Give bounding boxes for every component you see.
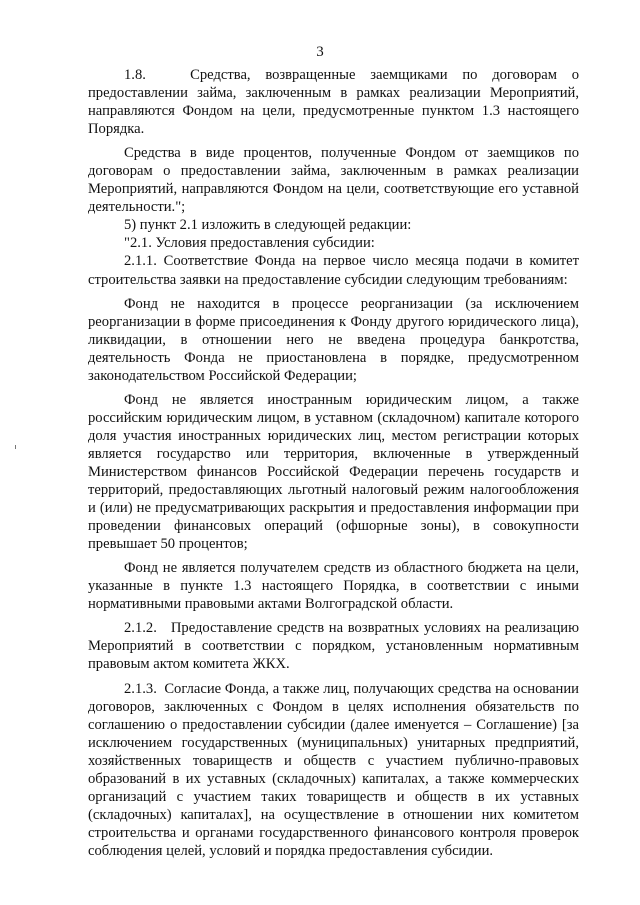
paragraph-2-1-3: 2.1.3. Согласие Фонда, а также лиц, получающих средства на основании договоров, заключенных с Фондом в целях исполнения обязательств по соглашению о предоставлении субсидии (далее именуется – Соглашение) [за исключением государственных (муниципальных) унитарных предприятий, хозяйственных товариществ и обществ с участием публично-правовых образований в их уставных (складочных) капиталах, а также коммерческих организаций с участием таких товариществ и обществ в их уставных (складочных) капиталах], на осуществление в отношении них комитетом строительства и органами государственного финансового контроля проверок соблюдения целей, условий и порядка предоставления субсидии. — [88, 680, 579, 859]
paragraph-2-1-heading: "2.1. Условия предоставления субсидии: — [124, 235, 375, 252]
paragraph-requirement-foreign-entity: Фонд не является иностранным юридическим лицом, а также российским юридическим лицом, в уставном (складочном) капитале которого доля участия иностранных юридических лиц, местом регистрации которых является государство или территория, включенные в утвержденный Министерством финансов Российской Федерации перечень государств и территорий, предоставляющих льготный налоговый режим налогообложения и (или) не предусматривающих раскрытия и предоставления информации при проведении финансовых операций (офшорные зоны), в совокупности превышает 50 процентов; — [88, 391, 579, 553]
paragraph-requirement-reorganization: Фонд не находится в процессе реорганизации (за исключением реорганизации в форме присоединения к Фонду другого юридического лица), ликвидации, в отношении него не введена процедура банкротства, деятельность Фонда не приостановлена в порядке, предусмотренном законодательством Российской Федерации; — [88, 295, 579, 384]
paragraph-interest-funds: Средства в виде процентов, полученные Фондом от заемщиков по договорам о предоставлении займа, заключенным в рамках реализации Мероприятий, направляются Фондом на цели, соответствующие его уставной деятельности."; — [88, 145, 579, 216]
paragraph-2-1-2: 2.1.2. Предоставление средств на возвратных условиях на реализацию Мероприятий в соответствии с порядком, установленным нормативным правовым актом комитета ЖКХ. — [88, 620, 579, 673]
paragraph-1-8: 1.8. Средства, возвращенные заемщиками по договорам о предоставлении займа, заключенным в рамках реализации Мероприятий, направляются Фондом на цели, предусмотренные пунктом 1.3 настоящего Порядка. — [88, 67, 579, 138]
paragraph-amendment-item-5: 5) пункт 2.1 изложить в следующей редакции: — [124, 217, 412, 234]
scan-mark — [15, 445, 16, 449]
paragraph-requirement-regional-budget: Фонд не является получателем средств из областного бюджета на цели, указанные в пункте 1.3 настоящего Порядка, в соответствии с иными нормативными правовыми актами Волгоградской области. — [88, 560, 579, 613]
paragraph-2-1-1: 2.1.1. Соответствие Фонда на первое число месяца подачи в комитет строительства заявки на предоставление субсидии следующим требованиям: — [88, 253, 579, 288]
page-number: 3 — [316, 44, 324, 60]
document-body — [88, 66, 579, 866]
